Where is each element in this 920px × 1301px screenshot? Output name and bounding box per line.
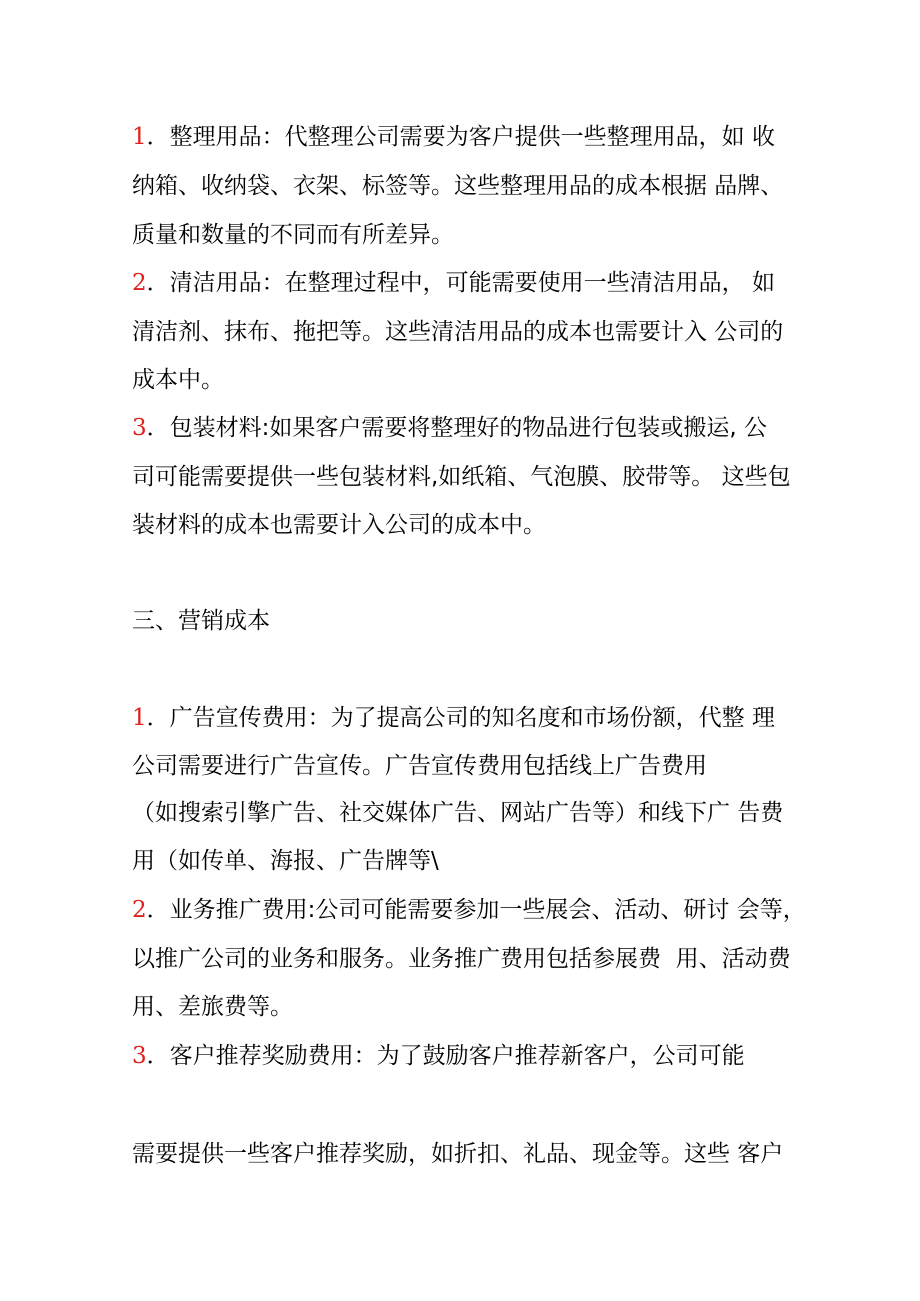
marketing-item1-line4: 用（如传单、海报、广告牌等\	[132, 848, 439, 874]
item-number: 3	[132, 1043, 147, 1069]
materials-item2-line1	[132, 268, 775, 298]
materials-item2-line3: 成本中。	[132, 367, 224, 393]
paragraph-text: ．清洁用品：在整理过程中，可能需要使用一些清洁用品， 如	[146, 270, 775, 296]
materials-item1-line3: 质量和数量的不同而有所差异。	[132, 222, 454, 248]
materials-item3-line1	[132, 413, 767, 443]
marketing-item2-line2: 以推广公司的业务和服务。业务推广费用包括参展费 用、活动费	[132, 946, 791, 972]
item-number: 2	[132, 270, 147, 296]
paragraph-text: ．客户推荐奖励费用：为了鼓励客户推荐新客户，公司可能	[146, 1043, 745, 1069]
item-number: 1	[132, 124, 147, 150]
marketing-item3-line2: 需要提供一些客户推荐奖励，如折扣、礼品、现金等。这些 客户	[132, 1141, 784, 1167]
marketing-item2-line1	[132, 895, 806, 925]
paragraph-text: ．广告宣传费用：为了提高公司的知名度和市场份额，代整 理	[146, 705, 775, 731]
materials-item1-line1	[132, 122, 775, 152]
paragraph-text: ．业务推广费用:公司可能需要参加一些展会、活动、研讨 会等，	[146, 897, 806, 923]
section-heading: 三、营销成本	[132, 608, 270, 634]
materials-item2-line2: 清洁剂、抹布、拖把等。这些清洁用品的成本也需要计入 公司的	[132, 319, 784, 345]
marketing-item1-line1	[132, 703, 775, 733]
materials-item3-line3: 装材料的成本也需要计入公司的成本中。	[132, 512, 546, 538]
marketing-item3-line1	[132, 1041, 745, 1071]
item-number: 1	[132, 705, 147, 731]
paragraph-text: ．整理用品：代整理公司需要为客户提供一些整理用品，如 收	[146, 124, 775, 150]
materials-item3-line2: 司可能需要提供一些包装材料,如纸箱、气泡膜、胶带等。 这些包	[132, 464, 791, 490]
paragraph-text: ．包装材料:如果客户需要将整理好的物品进行包装或搬运, 公	[146, 415, 768, 441]
item-number: 2	[132, 897, 147, 923]
marketing-item1-line2: 公司需要进行广告宣传。广告宣传费用包括线上广告费用	[132, 753, 707, 779]
marketing-item1-line3: （如搜索引擎广告、社交媒体广告、网站广告等）和线下广 告费	[132, 800, 784, 826]
item-number: 3	[132, 415, 147, 441]
materials-item1-line2: 纳箱、收纳袋、衣架、标签等。这些整理用品的成本根据 品牌、	[132, 173, 784, 199]
marketing-item2-line3: 用、差旅费等。	[132, 994, 293, 1020]
